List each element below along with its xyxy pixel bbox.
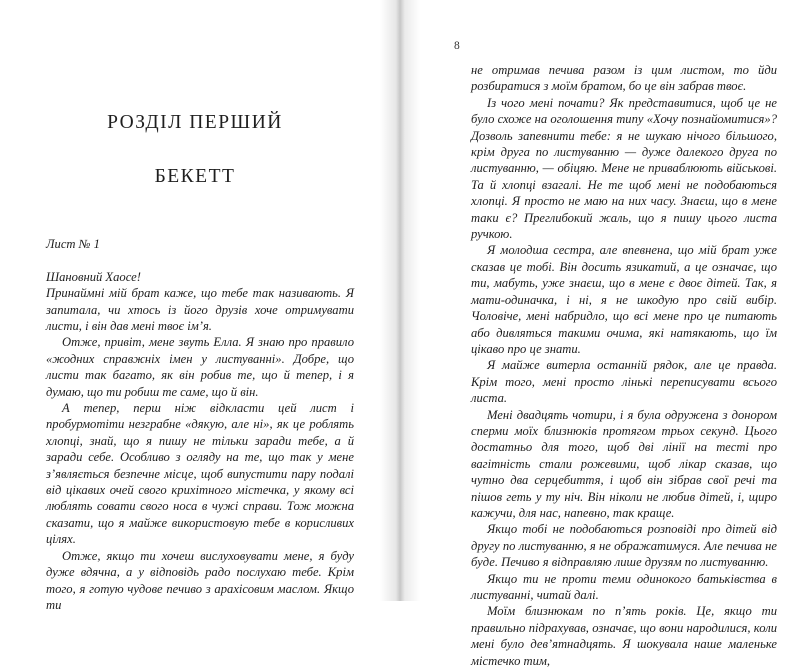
paragraph: Отже, привіт, мене звуть Елла. Я знаю про правило «жодних справжніх імен у листуванні». Добре, що листи так багато, як він робив те, що й тепер, і я думаю, що ти робиш те саме, що й він. xyxy=(46,335,354,399)
right-page-text xyxy=(471,62,777,669)
chapter-title: РОЗДІЛ ПЕРШИЙ xyxy=(107,112,283,133)
right-page xyxy=(400,0,800,668)
paragraph: Я молодша сестра, але впевнена, що мій брат уже сказав це тобі. Він досить язикатий, а це означає, що ти, мабуть, уже знаєш, що в мене є двоє дітей. Так, я мати-одиначка, і ні, я не шкодую про свій вибір. Чоловіче, мені набридло, що всі мене про це питають або дивляться такими очима, які натякають, що їм цікаво про це знати. xyxy=(471,243,777,356)
paragraph: не отримав печива разом із цим листом, то йди розбиратися з моїм братом, бо це він забрав твоє. xyxy=(471,63,777,94)
paragraph: А тепер, перш ніж відкласти цей лист і пробурмотіти незграбне «дякую, але ні», як це роблять хлопці, знай, що я пишу не тільки заради тебе, а й заради себе. Особливо з огляду на те, що так у мене з’являється безпечне місце, щоб випустити пару подалі від цікавих очей свого крихітного містечка, у якому всі люблять совати свого носа в чужі справи. Тож можна сказати, що я майже використовую тебе в корисливих цілях. xyxy=(46,401,354,547)
paragraph: Принаймні мій брат каже, що тебе так називають. Я запитала, чи хтось із його друзів хоче отримувати листи, і він дав мені твоє ім’я. xyxy=(46,286,354,334)
spacer xyxy=(46,252,354,268)
left-page xyxy=(0,0,400,612)
paragraph: Моїм близнюкам по п’ять років. Це, якщо ти правильно підрахував, означає, що вони народилися, коли мені було дев’ятнадцять. Я шокувала наше маленьке містечко тим, xyxy=(471,604,777,668)
chapter-subtitle: БЕКЕТТ xyxy=(154,166,236,187)
paragraph: Якщо тобі не подобаються розповіді про дітей від другу по листуванню, я не ображатимуся. Але печива не буде. Печиво я відправляю лише друзям по листуванню. xyxy=(471,522,777,570)
paragraph: Отже, якщо ти хочеш вислуховувати мене, я буду дуже вдячна, а у відповідь радо послухаю тебе. Крім того, я готую чудове печиво з арахісовим маслом. Якщо ти xyxy=(46,548,354,612)
letter-heading: Лист № 1 xyxy=(46,237,100,251)
letter-greeting: Шановний Хаосе! xyxy=(46,269,141,284)
left-page-text xyxy=(46,236,354,613)
paragraph: Мені двадцять чотири, і я була одружена з донором сперми моїх близнюків протягом трьох секунд. Цього достатньо для того, щоб дві лінії на тесті про вагітність стали рожевими, щоб лікар сказав, що чутно два серцебиття, і щоб він зібрав свої речі та пішов геть у ту ніч. Він ніколи не любив дітей, і, щиро кажучи, для нас, напевно, так краще. xyxy=(471,407,777,520)
paragraph: Із чого мені почати? Як представитися, щоб це не було схоже на оголошення типу «Хочу познайомитися»? Дозволь запевнити тебе: я не шукаю нічого більшого, крім друга по листуванню — дуже далекого друга по листуванню, — обіцяю. Мене не приваблюють військові. Та й хлопці взагалі. Не те щоб мені не подобаються хлопці. Я просто не маю на них часу. Знаєш, що в мене таки є? Преглибокий жаль, що я пишу цього листа ручкою. xyxy=(471,95,777,242)
paragraph: Я майже витерла останній рядок, але це правда. Крім того, мені просто лінькі переписувати всього листа. xyxy=(471,358,777,406)
paragraph: Якщо ти не проти теми одинокого батьківства в листуванні, читай далі. xyxy=(471,571,777,602)
page-number: 8 xyxy=(454,40,460,52)
